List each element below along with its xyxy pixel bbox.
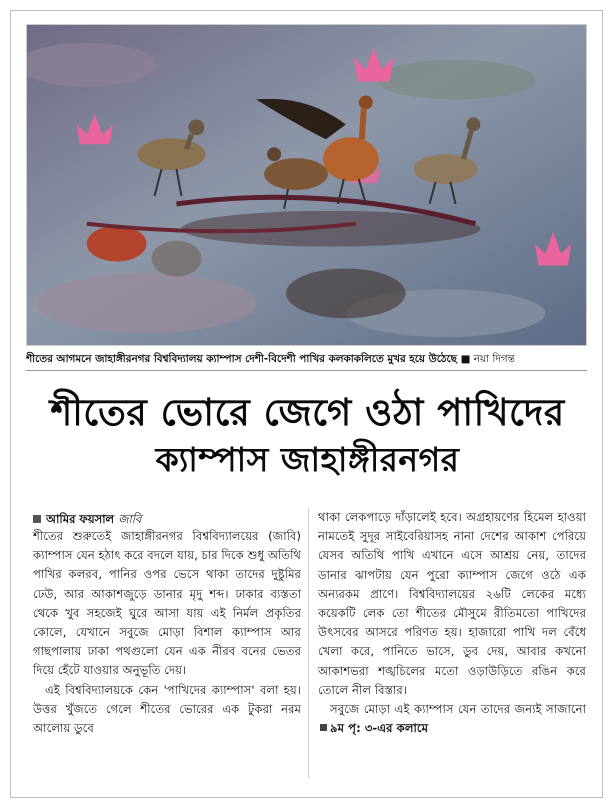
column-1-paragraph-1: শীতের শুরুতেই জাহাঙ্গীরনগর বিশ্ববিদ্যালয়ের (জাবি) ক্যাম্পাস যেন হঠাৎ করে বদলে যায়, চার দিকে শুধু অতিথি পাখির কলরব, পানির ওপর ভেসে থাকা তাদের দুষ্টুমির ঢেউ, আর আকাশজুড়ে ডানার মৃদু শব্দ। ঢাকার ব্যস্ততা থেকে খুব সহজেই ঘুরে আসা যায় এই নির্মল প্রকৃতির কোলে, যেখানে সবুজে মোড়া বিশাল ক্যাম্পাস আর গাছপালায় ঢাকা পথগুলো যেন এক নীরব বনের ভেতর দিয়ে হেঁটে যাওয়ার অনুভূতি দেয়। bbox=[33, 529, 301, 678]
column-1-paragraph-2: এই বিশ্ববিদ্যালয়কে কেন 'পাখিদের ক্যাম্পাস' বলা হয়। উত্তর খুঁজতে গেলে শীতের ভোরের এক টুকরা নরম আলোয় ডুবে bbox=[33, 682, 301, 736]
caption-divider bbox=[26, 370, 587, 371]
jump-text: ৯ম পৃ: ৩-এর কলামে bbox=[330, 721, 429, 736]
newspaper-clipping bbox=[10, 10, 603, 798]
column-2-paragraph-1: থাকা লেকপাড়ে দাঁড়ালেই হবে। অগ্রহায়ণের হিমেল হাওয়া নামতেই সুদূর সাইবেরিয়াসহ নানা দেশের আকাশ পেরিয়ে যেসব অতিথি পাখি এখানে এসে আশ্রয় নেয়, তাদের ডানার ঝাপটায় যেন পুরো ক্যাম্পাস জেগে ওঠে এক অন্যরকম প্রাণে। বিশ্ববিদ্যালয়ের ২৬টি লেকের মধ্যে কয়েকটি লেক তো শীতের মৌসুমে রীতিমতো পাখিদের উৎসবের আসরে পরিণত হয়। হাজারো পাখি দল বেঁধে খেলা করে, পানিতে ভাসে, ডুব দেয়, আবার কখনো আকাশভরা শঙ্খচিলের মতো ওড়াউড়িতে রঙিন করে তোলে নীল বিস্তার। bbox=[318, 510, 586, 697]
column-2-paragraph-2 bbox=[318, 700, 586, 738]
bullet-square-icon bbox=[33, 515, 41, 523]
article-column-2 bbox=[318, 508, 586, 738]
caption-text: শীতের আগমনে জাহাঙ্গীরনগর বিশ্ববিদ্যালয় ক্যাম্পাস দেশী-বিদেশী পাখির কলকাকলিতে মুখর হয়ে উঠেছে bbox=[26, 353, 457, 365]
birds-on-lake-image bbox=[27, 25, 586, 345]
article-photo bbox=[26, 24, 587, 346]
headline-line-1: শীতের ভোরে জেগে ওঠা পাখিদের bbox=[50, 391, 565, 434]
continuation-reference bbox=[318, 721, 428, 735]
author-name: আমির ফয়সাল bbox=[46, 512, 115, 526]
column-divider bbox=[308, 508, 309, 778]
headline-line-2: ক্যাম্পাস জাহাঙ্গীরনগর bbox=[155, 440, 460, 479]
author-org: জাবি bbox=[118, 512, 142, 526]
article-column-1 bbox=[33, 527, 301, 738]
photo-caption bbox=[26, 350, 587, 368]
article-headline bbox=[21, 389, 594, 483]
column-2-paragraph-2-text: সবুজে মোড়া এই ক্যাম্পাস যেন তাদের জন্যই সাজানো bbox=[330, 702, 586, 717]
bullet-square-icon bbox=[320, 724, 327, 731]
photo-credit: ■ নয়া দিগন্ত bbox=[460, 353, 515, 365]
